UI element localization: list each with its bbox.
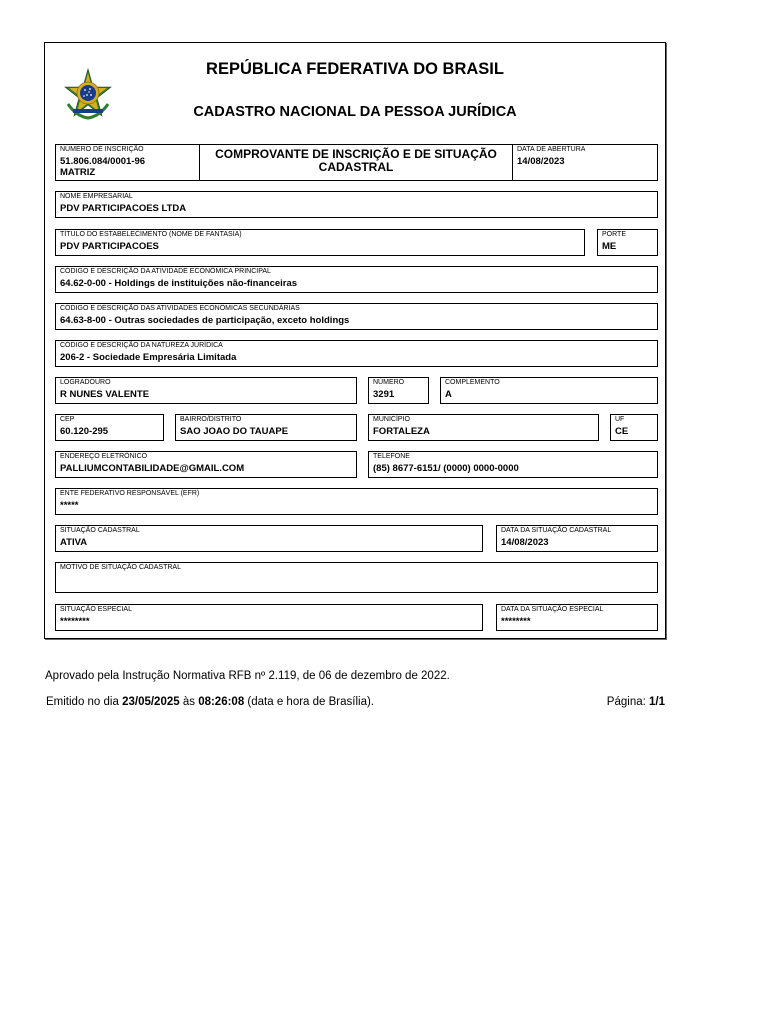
emission-line [46,696,374,708]
data-situacao-especial-label: DATA DA SITUAÇÃO ESPECIAL [501,606,604,613]
document-title: COMPROVANTE DE INSCRIÇÃO E DE SITUAÇÃO CADASTRAL [215,147,497,174]
titulo-estabelecimento-box [55,229,585,256]
atividade-principal-value: 64.62-0-00 - Holdings de instituições não-financeiras [60,278,298,289]
emission-prefix: Emitido no dia [46,696,123,708]
logradouro-box [55,377,357,404]
complemento-value: A [445,389,452,400]
telefone-label: TELEFONE [373,453,410,460]
bairro-value: SAO JOAO DO TAUAPE [180,426,289,437]
numero-value: 3291 [373,389,395,400]
logradouro-value: R NUNES VALENTE [60,389,150,400]
approval-note: Aprovado pela Instrução Normativa RFB nº 2.119, de 06 de dezembro de 2022. [45,670,450,682]
municipio-value: FORTALEZA [373,426,430,437]
natureza-juridica-label: CÓDIGO E DESCRIÇÃO DA NATUREZA JURÍDICA [60,342,223,349]
uf-value: CE [615,426,629,437]
data-abertura-box [512,144,658,181]
email-box [55,451,357,478]
situacao-cadastral-box [55,525,483,552]
complemento-box [440,377,658,404]
email-label: ENDEREÇO ELETRÔNICO [60,453,148,460]
logradouro-label: LOGRADOURO [60,379,111,386]
data-abertura-label: DATA DE ABERTURA [517,146,586,153]
data-abertura-value: 14/08/2023 [517,156,565,167]
numero-box [368,377,429,404]
complemento-label: COMPLEMENTO [445,379,500,386]
page-label: Página: [606,696,649,708]
situacao-especial-box [55,604,483,631]
atividades-secundarias-label: CÓDIGO E DESCRIÇÃO DAS ATIVIDADES ECONÔMICAS SECUNDÁRIAS [60,305,300,312]
cep-value: 60.120-295 [60,426,109,437]
emblem-center [80,85,96,101]
uf-label: UF [615,416,625,423]
emission-time: 08:26:08 [198,696,245,708]
emission-mid: às [179,696,199,708]
nome-empresarial-label: NOME EMPRESARIAL [60,193,133,200]
email-value: PALLIUMCONTABILIDADE@GMAIL.COM [60,463,245,474]
municipio-box [368,414,599,441]
numero-inscricao-box [55,144,200,181]
efr-box [55,488,658,515]
nome-empresarial-box [55,191,658,218]
cep-box [55,414,164,441]
data-situacao-cadastral-value: 14/08/2023 [501,537,549,548]
emission-suffix: (data e hora de Brasília). [244,696,374,708]
numero-inscricao-label: NÚMERO DE INSCRIÇÃO [60,146,144,153]
bairro-box [175,414,357,441]
situacao-especial-label: SITUAÇÃO ESPECIAL [60,606,132,613]
porte-label: PORTE [602,231,626,238]
data-situacao-especial-value: ******** [501,616,531,627]
emission-date: 23/05/2025 [122,696,180,708]
page-subtitle: CADASTRO NACIONAL DA PESSOA JURÍDICA [193,104,517,120]
porte-box [597,229,658,256]
data-situacao-cadastral-label: DATA DA SITUAÇÃO CADASTRAL [501,527,612,534]
situacao-especial-value: ******** [60,616,90,627]
uf-box [610,414,658,441]
document-title-box [199,144,513,181]
natureza-juridica-value: 206-2 - Sociedade Empresária Limitada [60,352,237,363]
telefone-value: (85) 8677-6151/ (0000) 0000-0000 [373,463,519,474]
efr-value: ***** [60,500,79,511]
atividade-principal-label: CÓDIGO E DESCRIÇÃO DA ATIVIDADE ECONÔMICA PRINCIPAL [60,268,271,275]
porte-value: ME [602,241,617,252]
bairro-label: BAIRRO/DISTRITO [180,416,242,423]
data-situacao-cadastral-box [496,525,658,552]
situacao-cadastral-label: SITUAÇÃO CADASTRAL [60,527,140,534]
tipo-estabelecimento-value: MATRIZ [60,167,96,178]
municipio-label: MUNICÍPIO [373,416,410,423]
page-indicator [607,696,665,708]
titulo-estabelecimento-value: PDV PARTICIPACOES [60,241,159,252]
atividades-secundarias-value: 64.63-8-00 - Outras sociedades de participação, exceto holdings [60,315,350,326]
numero-label: NÚMERO [373,379,405,386]
atividades-secundarias-box [55,303,658,330]
numero-inscricao-value: 51.806.084/0001-96 [60,156,146,167]
motivo-situacao-label: MOTIVO DE SITUAÇÃO CADASTRAL [60,564,181,571]
efr-label: ENTE FEDERATIVO RESPONSÁVEL (EFR) [60,490,200,497]
data-situacao-especial-box [496,604,658,631]
page-number: 1/1 [649,696,665,708]
telefone-box [368,451,658,478]
nome-empresarial-value: PDV PARTICIPACOES LTDA [60,203,187,214]
situacao-cadastral-value: ATIVA [60,537,88,548]
atividade-principal-box [55,266,658,293]
titulo-estabelecimento-label: TÍTULO DO ESTABELECIMENTO (NOME DE FANTASIA) [60,231,242,238]
motivo-situacao-box [55,562,658,593]
page-title: REPÚBLICA FEDERATIVA DO BRASIL [206,60,504,78]
natureza-juridica-box [55,340,658,367]
cep-label: CEP [60,416,75,423]
